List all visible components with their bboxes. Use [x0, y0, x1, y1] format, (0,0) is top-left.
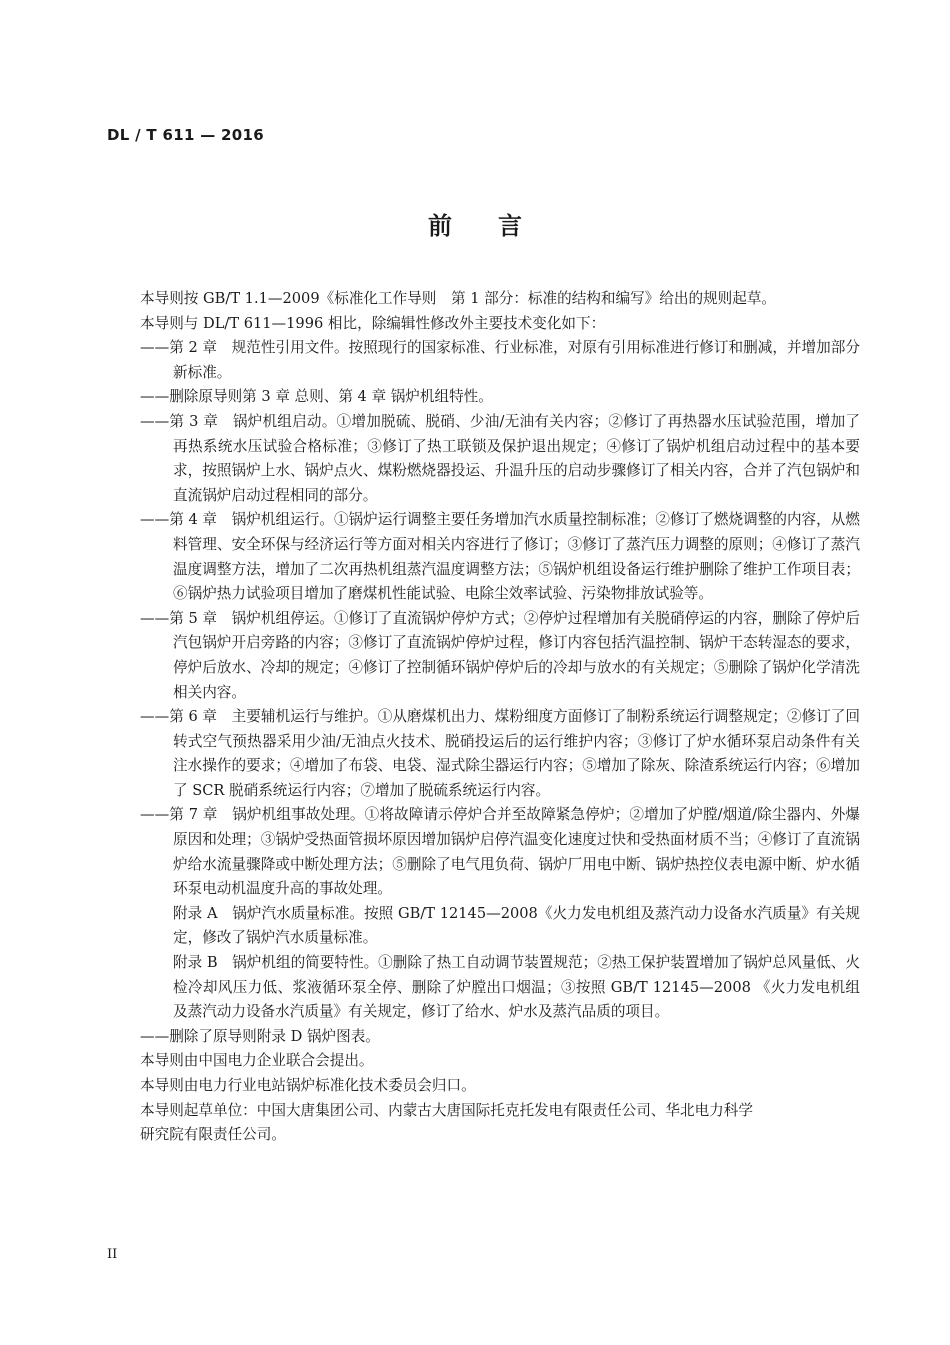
page-title: 前言 [428, 211, 568, 240]
paragraph: ——删除原导则第 3 章 总则、第 4 章 锅炉机组特性。 [140, 388, 493, 406]
paragraph: ——第 4 章 锅炉机组运行。①锅炉运行调整主要任务增加汽水质量控制标准；②修订了燃烧调整的内容，从燃料管理、安全环保与经济运行等方面对相关内容进行了修订；③修订了蒸汽压力调整的原则；④修订了蒸汽温度调整方法，增加了二次再热机组蒸汽温度调整方法；⑤锅炉机组设备运行维护删除了维护工作项目表；⑥锅炉热力试验项目增加了磨煤机性能试验、电除尘效率试验、污染物排放试验等。 [140, 511, 860, 603]
paragraph: ——第 3 章 锅炉机组启动。①增加脱硫、脱硝、少油/无油有关内容；②修订了再热器水压试验范围，增加了再热系统水压试验合格标准；③修订了热工联锁及保护退出规定；④修订了锅炉机组启动过程中的基本要求，按照锅炉上水、锅炉点火、煤粉燃烧器投运、升温升压的启动步骤修订了相关内容，合并了汽包锅炉和直流锅炉启动过程相同的部分。 [140, 412, 860, 504]
paragraph: ——第 2 章 规范性引用文件。按照现行的国家标准、行业标准，对原有引用标准进行修订和删减，并增加部分新标准。 [140, 339, 860, 381]
paragraph: ——删除了原导则附录 D 锅炉图表。 [140, 1027, 380, 1045]
paragraph: 附录 B 锅炉机组的简要特性。①删除了热工自动调节装置规范；②热工保护装置增加了锅炉总风量低、火检冷却风压力低、浆液循环泵全停、删除了炉膛出口烟温；③按照 GB/T 12145—2008 《火力发电机组及蒸汽动力设备水汽质量》有关规定，修订了给水、炉水及蒸汽品质的项目。 [173, 954, 860, 1021]
paragraph: 本导则起草单位：中国大唐集团公司、内蒙古大唐国际托克托发电有限责任公司、华北电力科学 [140, 1101, 753, 1119]
document-code: DL / T 611 — 2016 [107, 126, 264, 144]
page-number: II [107, 1247, 118, 1262]
paragraph: 本导则由中国电力企业联合会提出。 [140, 1052, 374, 1070]
paragraph: ——第 5 章 锅炉机组停运。①修订了直流锅炉停炉方式；②停炉过程增加有关脱硝停运的内容，删除了停炉后汽包锅炉开启旁路的内容；③修订了直流锅炉停炉过程，修订内容包括汽温控制、锅炉干态转湿态的要求，停炉后放水、冷却的规定；④修订了控制循环锅炉停炉后的冷却与放水的有关规定；⑤删除了锅炉化学清洗相关内容。 [140, 609, 860, 701]
paragraph: ——第 6 章 主要辅机运行与维护。①从磨煤机出力、煤粉细度方面修订了制粉系统运行调整规定；②修订了回转式空气预热器采用少油/无油点火技术、脱硝投运后的运行维护内容；③修订了炉水循环泵启动条件有关注水操作的要求；④增加了布袋、电袋、湿式除尘器运行内容；⑤增加了除灰、除渣系统运行内容；⑥增加了 SCR 脱硝系统运行内容；⑦增加了脱硫系统运行内容。 [140, 708, 860, 799]
paragraph: 本导则由电力行业电站锅炉标准化技术委员会归口。 [140, 1077, 476, 1094]
paragraph: 附录 A 锅炉汽水质量标准。按照 GB/T 12145—2008《火力发电机组及蒸汽动力设备水汽质量》有关规定，修改了锅炉汽水质量标准。 [173, 904, 860, 947]
paragraph: ——第 7 章 锅炉机组事故处理。①将故障请示停炉合并至故障紧急停炉；②增加了炉膛/烟道/除尘器内、外爆原因和处理；③锅炉受热面管损坏原因增加锅炉启停汽温变化速度过快和受热面材质不当；④修订了直流锅炉给水流量骤降或中断处理方法；⑤删除了电气甩负荷、锅炉厂用电中断、锅炉热控仪表电源中断、炉水循环泵电动机温度升高的事故处理。 [140, 806, 860, 898]
paragraph: 本导则与 DL/T 611—1996 相比，除编辑性修改外主要技术变化如下： [140, 314, 606, 332]
preface-body [140, 287, 860, 1148]
paragraph: 本导则按 GB/T 1.1—2009《标准化工作导则 第 1 部分：标准的结构和编写》给出的规则起草。 [140, 290, 777, 307]
paragraph: 研究院有限责任公司。 [140, 1126, 286, 1144]
